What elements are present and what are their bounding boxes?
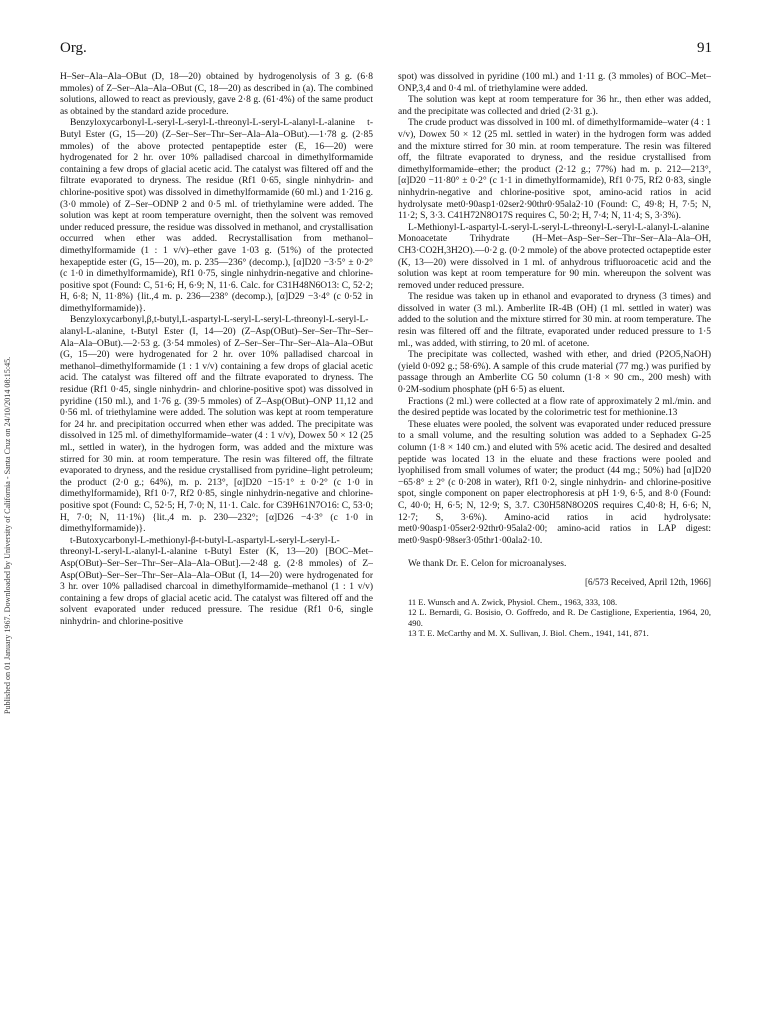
paragraph: t-Butoxycarbonyl-L-methionyl-β-t-butyl-L-aspartyl-L-seryl-L-seryl-L-threonyl-L-seryl-L-alanyl-L-alanine t-Butyl Ester (K, 13—20) [BOC–Met–Asp(OBut)–Ser–Ser–Thr–Ser–Ala–Ala–OBut].—2·48 g. (2·8 mmoles) of Z–Asp(OBut)–Ser–Ser–Thr–Ser–Ala–Ala–OBut (I, 14—20) were hydrogenated for 3 hr. over 10% palladised charcoal in dimethylformamide–methanol (1 : 1 v/v) containing a few drops of glacial acetic acid. The catalyst was filtered off and the solvent evaporated under reduced pressure. The residue (Rf1 0·6, single ninhydrin- and chlorine-positive bbox=[60, 535, 373, 627]
paragraph: These eluates were pooled, the solvent was evaporated under reduced pressure to a small volume, and the resulting solution was added to a Sephadex G-25 column (1·8 × 140 cm.) and eluted with 5% acetic acid. The desired and desalted peptide was located 13 in the eluate and these fractions were pooled and lyophilised from small volumes of water; the product (44 mg.; 50%) had [α]D20 −65·8° ± 2° (c 0·208 in water), Rf1 0·2, single ninhydrin- and chlorine-positive spot, single component on paper electrophoresis at pH 1·9, 6·5, and 8·0 (Found: C, 40·0; H, 6·5; N, 12·9; S, 3.7. C30H58N8O20S requires C,40·8; H, 6·6; N, 12·7; S, 3·6%). Amino-acid ratios in acid hydrolysate: met0·90asp1·05ser2·92thr0·95ala2·00; amino-acid ratios in LAP digest: met0·9asp0·98ser3·05thr1·00ala2·10. bbox=[398, 419, 711, 546]
paragraph: Benzyloxycarbonyl-L-seryl-L-seryl-L-threonyl-L-seryl-L-alanyl-L-alanine t-Butyl Ester (G, 15—20) (Z–Ser–Ser–Thr–Ser–Ala–Ala–OBut).—1·78 g. (2·85 mmoles) of the above protected pentapeptide ester (E, 16—20) were hydrogenated for 2 hr. over 10% palladised charcoal in dimethylformamide containing a few drops of glacial acetic acid. The catalyst was filtered off and the filtrate evaporated to dryness. The residue (Rf1 0·65, single ninhydrin- and chlorine-positive spot) was dissolved in dimethylformamide (60 ml.) and 1·216 g. (3·0 mmole) of Z–Ser–ODNP 2 and 0·5 ml. of triethylamine were added. The solution was kept at room temperature overnight, then the solvent was removed under reduced pressure, the residue was dissolved in methanol, and crystallisation occurred when ether was added. Recrystallisation from methanol–dimethylformamide (1 : 1 v/v)–ether gave 1·03 g. (51%) of the protected hexapeptide ester (G, 15—20), m. p. 235—236° (decomp.), [α]D20 −3·5° ± 0·2° (c 1·0 in dimethylformamide), Rf1 0·75, single ninhydrin-negative and chlorine-positive spot (Found: C, 51·6; H, 6·9; N, 11·6. Calc. for C31H48N6O13: C, 52·2; H, 6·8; N, 11·8%) {lit.,4 m. p. 236—238° (decomp.), [α]D29 −3·4° (c 0·52 in dimethylformamide)}. bbox=[60, 118, 373, 314]
paragraph: H–Ser–Ala–Ala–OBut (D, 18—20) obtained by hydrogenolysis of 3 g. (6·8 mmoles) of Z–Ser–Ala–Ala–OBut (C, 18—20) as described in (a). The combined solutions, allowed to react as previously, gave 2·8 g. (61·4%) of the same product as obtained by the standard azide procedure. bbox=[60, 72, 373, 117]
references bbox=[398, 597, 711, 639]
page-header bbox=[60, 40, 712, 64]
paragraph: L-Methionyl-L-aspartyl-L-seryl-L-seryl-L-threonyl-L-seryl-L-alanyl-L-alanine Monoacetate Trihydrate (H–Met–Asp–Ser–Ser–Thr–Ser–Ala–Ala–OH, CH3·CO2H,3H2O).—0·2 g. (0·2 mmole) of the above protected octapeptide ester (K, 13—20) were dissolved in 1 ml. of anhydrous trifluoroacetic acid and the solution was kept at room temperature for 90 min. whereupon the solvent was removed under reduced pressure. bbox=[398, 222, 711, 291]
paragraph: spot) was dissolved in pyridine (100 ml.) and 1·11 g. (3 mmoles) of BOC–Met–ONP,3,4 and 0·4 ml. of triethylamine were added. bbox=[398, 72, 711, 94]
paragraph: Benzyloxycarbonyl,β,t-butyl,L-aspartyl-L-seryl-L-seryl-L-threonyl-L-seryl-L-alanyl-L-alanine, t-Butyl Ester (I, 14—20) (Z–Asp(OBut)–Ser–Ser–Thr–Ser–Ala–Ala–OBut).—2·53 g. (3·54 mmoles) of Z–Ser–Ser–Thr–Ser–Ala–Ala–OBut (G, 15—20) were hydrogenated for 2 hr. over 10% palladised charcoal in methanol–dimethylformamide (1 : 1 v/v) containing a few drops of glacial acetic acid. The catalyst was filtered off and the filtrate evaporated to dryness. The residue (Rf1 0·45, single ninhydrin- and chlorine-positive spot) was dissolved in pyridine (150 ml.), and 1·76 g. (39·5 mmoles) of Z–Asp(OBut)–ONP 11,12 and 0·56 ml. of triethylamine were added. The solution was kept at room temperature for 24 hr. and precipitation occurred when ether was added. The precipitate was dissolved in 125 ml. of dimethylformamide–water (4 : 1 v/v), Dowex 50 × 12 (25 ml., settled in water), in the hydrogen form, was added and the mixture was stirred for 30 min. at room temperature. The resin was filtered off, the filtrate evaporated to dryness, and the residue crystallised from pyridine–light petroleum; the product (2·0 g.; 64%), m. p. 213°, [α]D20 −15·1° ± 0·2° (c 1·0 in dimethylformamide), Rf1 0·7, Rf2 0·85, single ninhydrin-negative and chlorine-positive spot (Found: C, 52·5; H, 7·0; N, 11·1. Calc. for C39H61N7O16: C, 53·0; H, 7·0; N, 11·1%) {lit.,4 m. p. 230—232°; [α]D26 −4·3° (c 1·0 in dimethylformamide)}. bbox=[60, 315, 373, 535]
acknowledgement: We thank Dr. E. Celon for microanalyses. bbox=[408, 559, 567, 570]
reference-item: 12 L. Bernardi, G. Bosisio, O. Goffredo, and R. De Castiglione, Experientia, 1964, 20, 490. bbox=[408, 607, 711, 628]
paragraph: The precipitate was collected, washed with ether, and dried (P2O5,NaOH) (yield 0·092 g.; 58·6%). A sample of this crude material (77 mg.) was purified by passage through an Amberlite CG 50 column (1·8 × 90 cm., 200 mesh) with 0·2M-sodium phosphate (pH 6·5) as eluent. bbox=[398, 350, 711, 396]
received-date: [6/573 Received, April 12th, 1966] bbox=[585, 576, 711, 587]
journal-name: Org. bbox=[60, 40, 87, 56]
page-number: 91 bbox=[697, 40, 712, 56]
right-column bbox=[398, 72, 711, 992]
paragraph: Fractions (2 ml.) were collected at a flow rate of approximately 2 ml./min. and the desired peptide was located by the colorimetric test for methionine.13 bbox=[398, 396, 711, 419]
download-notice: Published on 01 January 1967. Downloaded by University of California - Santa Cruz on 24/10/2014 08:15:45. bbox=[3, 356, 12, 714]
left-column bbox=[60, 72, 373, 972]
reference-item: 11 E. Wunsch and A. Zwick, Physiol. Chem., 1963, 333, 108. bbox=[408, 596, 618, 607]
paragraph: The crude product was dissolved in 100 ml. of dimethylformamide–water (4 : 1 v/v), Dowex 50 × 12 (25 ml. settled in water) in the hydrogen form was added and the mixture stirred for 30 min. at room temperature. The resin was filtered off, the filtrate evaporated to dryness, and the residue crystallised from dimethylformamide–ether; the product (2·12 g.; 77%) had m. p. 212—213°, [α]D20 −11·80° ± 0·2° (c 1·1 in dimethylformamide), Rf1 0·75, Rf2 0·83, single ninhydrin-negative and chlorine-positive spot, amino-acid ratios in acid hydrolysate met0·90asp1·02ser2·90thr0·95ala2·10 (Found: C, 49·8; H, 7·5; N, 11·2; S, 3·3. C41H72N8O17S requires C, 50·2; H, 7·4; N, 11·4; S, 3·3%). bbox=[398, 118, 711, 222]
paragraph: The solution was kept at room temperature for 36 hr., then ether was added, and the precipitate was collected and dried (2·31 g.). bbox=[398, 95, 711, 117]
paragraph: The residue was taken up in ethanol and evaporated to dryness (3 times) and dissolved in water (3 ml.). Amberlite IR-4B (OH) (1 ml. settled in water) was added to the solution and the mixture stirred for 30 min. at room temperature. The resin was filtered off and the filtrate, evaporated under reduced pressure to 1·5 ml., was added, with stirring, to 20 ml. of acetone. bbox=[398, 292, 711, 349]
reference-item: 13 T. E. McCarthy and M. X. Sullivan, J. Biol. Chem., 1941, 141, 871. bbox=[408, 628, 649, 639]
